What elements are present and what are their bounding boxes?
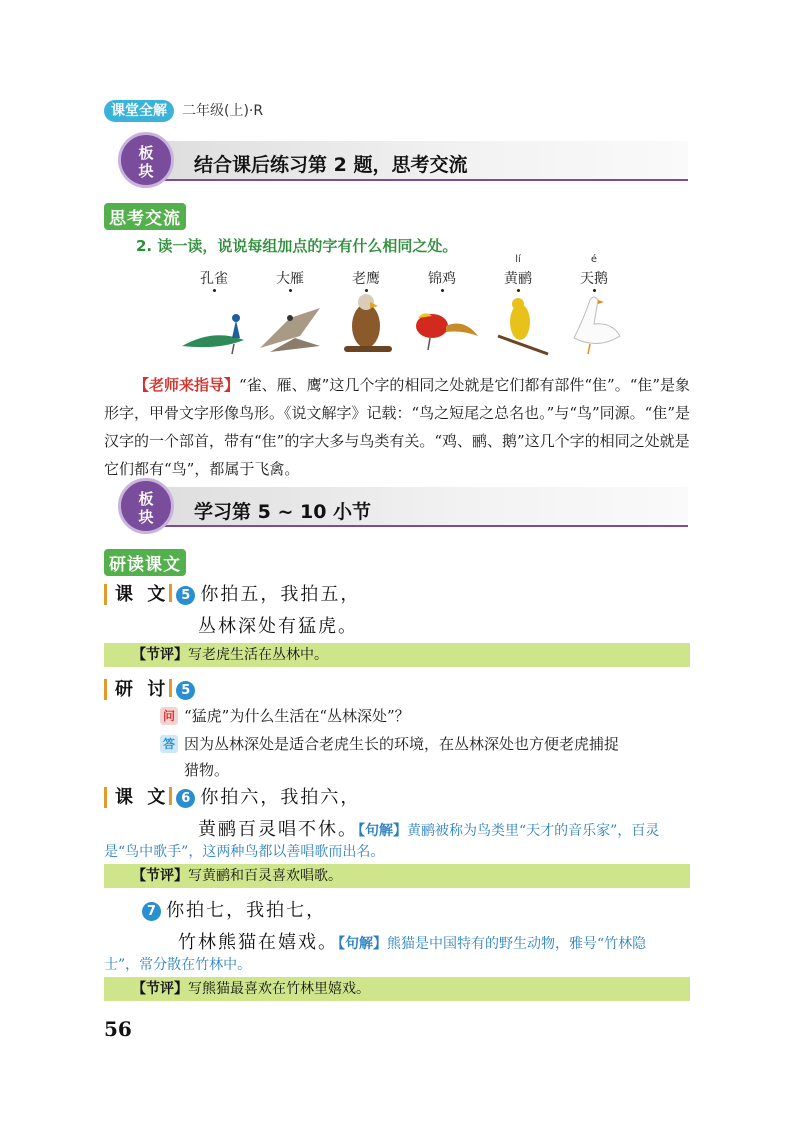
paragraph-number: 6	[176, 789, 195, 808]
lesson-6-line2	[198, 815, 659, 841]
golden-pheasant-icon	[402, 288, 482, 358]
emphasis-dot	[365, 289, 368, 292]
lesson-7	[142, 896, 326, 922]
lesson-line: 你拍六，我拍六，	[200, 787, 361, 808]
comment-text: 写熊猫最喜欢在竹林里嬉戏。	[188, 981, 370, 997]
book-logo: 课堂全解	[104, 100, 174, 122]
comment-text: 写黄鹂和百灵喜欢唱歌。	[188, 868, 342, 884]
lesson-6	[104, 783, 360, 809]
answer-icon: 答	[160, 735, 178, 753]
bird-name: 黄鹂	[504, 271, 532, 287]
comment-text: 写老虎生活在丛林中。	[188, 647, 328, 663]
lesson-label: 课 文	[104, 584, 169, 605]
swan-icon	[554, 288, 634, 358]
paragraph-number: 5	[176, 586, 195, 605]
page-number: 56	[104, 1017, 132, 1041]
oriole-icon	[478, 288, 558, 358]
answer-text: 因为丛林深处是适合老虎生长的环境，在丛林深处也方便老虎捕捉	[184, 735, 620, 753]
teacher-guide-text: “雀、雁、鹰”这几个字的相同之处就是它们都有部件“隹”。“隹”是象形字，甲骨文字形像鸟形。《说文解字》记载：“鸟之短尾之总名也。”与“鸟”同源。“隹”是汉字的一个部首，带有“隹”的字大多与鸟类有关。“鸡、鹂、鹅”这几个字的相同之处就是它们都有“鸟”，都属于飞禽。	[104, 376, 691, 478]
sentence-explanation	[358, 823, 659, 839]
bird-name: 锦鸡	[428, 271, 456, 287]
section-comment	[104, 864, 690, 888]
lesson-line: 丛林深处有猛虎。	[198, 616, 358, 637]
explain-tag: 【句解】	[358, 823, 407, 839]
question-text: 2. 读一读，说说每组加点的字有什么相同之处。	[136, 237, 458, 255]
bird-name: 孔雀	[200, 271, 228, 287]
paragraph-number: 5	[176, 681, 195, 700]
sentence-explanation	[338, 936, 646, 952]
lesson-5	[104, 580, 360, 606]
comment-tag: 【节评】	[132, 868, 188, 884]
think-tag: 思考交流	[104, 203, 186, 230]
bird-swan: é 天鹅	[550, 268, 638, 362]
question-text: “猛虎”为什么生活在“丛林深处”？	[184, 707, 410, 725]
divider	[169, 679, 172, 697]
discuss-label: 研 讨	[104, 679, 169, 700]
explain-text: 是“鸟中歌手”，这两种鸟都以善唱歌而出名。	[104, 844, 385, 860]
section-2-title: 学习第 5 ~ 10 小节	[194, 501, 372, 523]
bird-name: 天鹅	[580, 271, 608, 287]
section-comment	[104, 643, 690, 667]
emphasis-dot	[213, 289, 216, 292]
emphasis-dot	[593, 289, 596, 292]
answer-text: 猎物。	[184, 761, 230, 779]
badge-char: 板	[138, 144, 154, 162]
comment-tag: 【节评】	[132, 647, 188, 663]
divider	[169, 584, 172, 602]
lesson-line: 你拍七，我拍七，	[166, 900, 327, 921]
bird-eagle	[322, 268, 410, 362]
paragraph-number: 7	[142, 902, 161, 921]
explain-tag: 【句解】	[338, 936, 387, 952]
teacher-guide	[104, 371, 692, 483]
emphasis-dot	[289, 289, 292, 292]
lesson-7-line2	[178, 928, 646, 954]
answer-row	[160, 731, 694, 783]
emphasis-dot	[441, 289, 444, 292]
bird-name: 老鹰	[352, 271, 380, 287]
lesson-line: 竹林熊猫在嬉戏。	[178, 932, 338, 953]
bird-oriole: lí 黄鹂	[474, 268, 562, 362]
bird-golden-pheasant	[398, 268, 486, 362]
section-1-badge	[118, 132, 174, 188]
badge-char: 块	[138, 162, 154, 180]
lesson-line: 黄鹂百灵唱不休。	[198, 819, 358, 840]
section-2-badge	[118, 478, 174, 534]
study-tag: 研读课文	[104, 549, 186, 576]
lesson-label: 课 文	[104, 787, 169, 808]
section-1-title: 结合课后练习第 2 题，思考交流	[194, 154, 468, 176]
question-icon: 问	[160, 707, 178, 725]
section-comment	[104, 977, 690, 1001]
explain-text: 熊猫是中国特有的野生动物，雅号“竹林隐	[387, 936, 647, 952]
bird-goose	[246, 268, 334, 362]
explain-text: 黄鹂被称为鸟类里“天才的音乐家”，百灵	[407, 823, 660, 839]
comment-tag: 【节评】	[132, 981, 188, 997]
wild-goose-icon	[250, 288, 330, 358]
bird-illustrations	[170, 254, 640, 364]
question-row	[160, 705, 410, 726]
divider	[169, 787, 172, 805]
badge-char: 板	[138, 490, 154, 508]
lesson-line: 你拍五，我拍五，	[200, 584, 361, 605]
bird-peacock	[170, 268, 258, 362]
discussion	[104, 675, 195, 701]
eagle-icon	[326, 288, 406, 358]
explain-text: 士”，常分散在竹林中。	[104, 957, 252, 973]
badge-char: 块	[138, 508, 154, 526]
teacher-guide-label: 【老师来指导】	[134, 376, 240, 394]
bird-name: 大雁	[276, 271, 304, 287]
emphasis-dot	[517, 289, 520, 292]
peacock-icon	[174, 288, 254, 358]
grade-label: 二年级(上)·R	[182, 103, 264, 119]
